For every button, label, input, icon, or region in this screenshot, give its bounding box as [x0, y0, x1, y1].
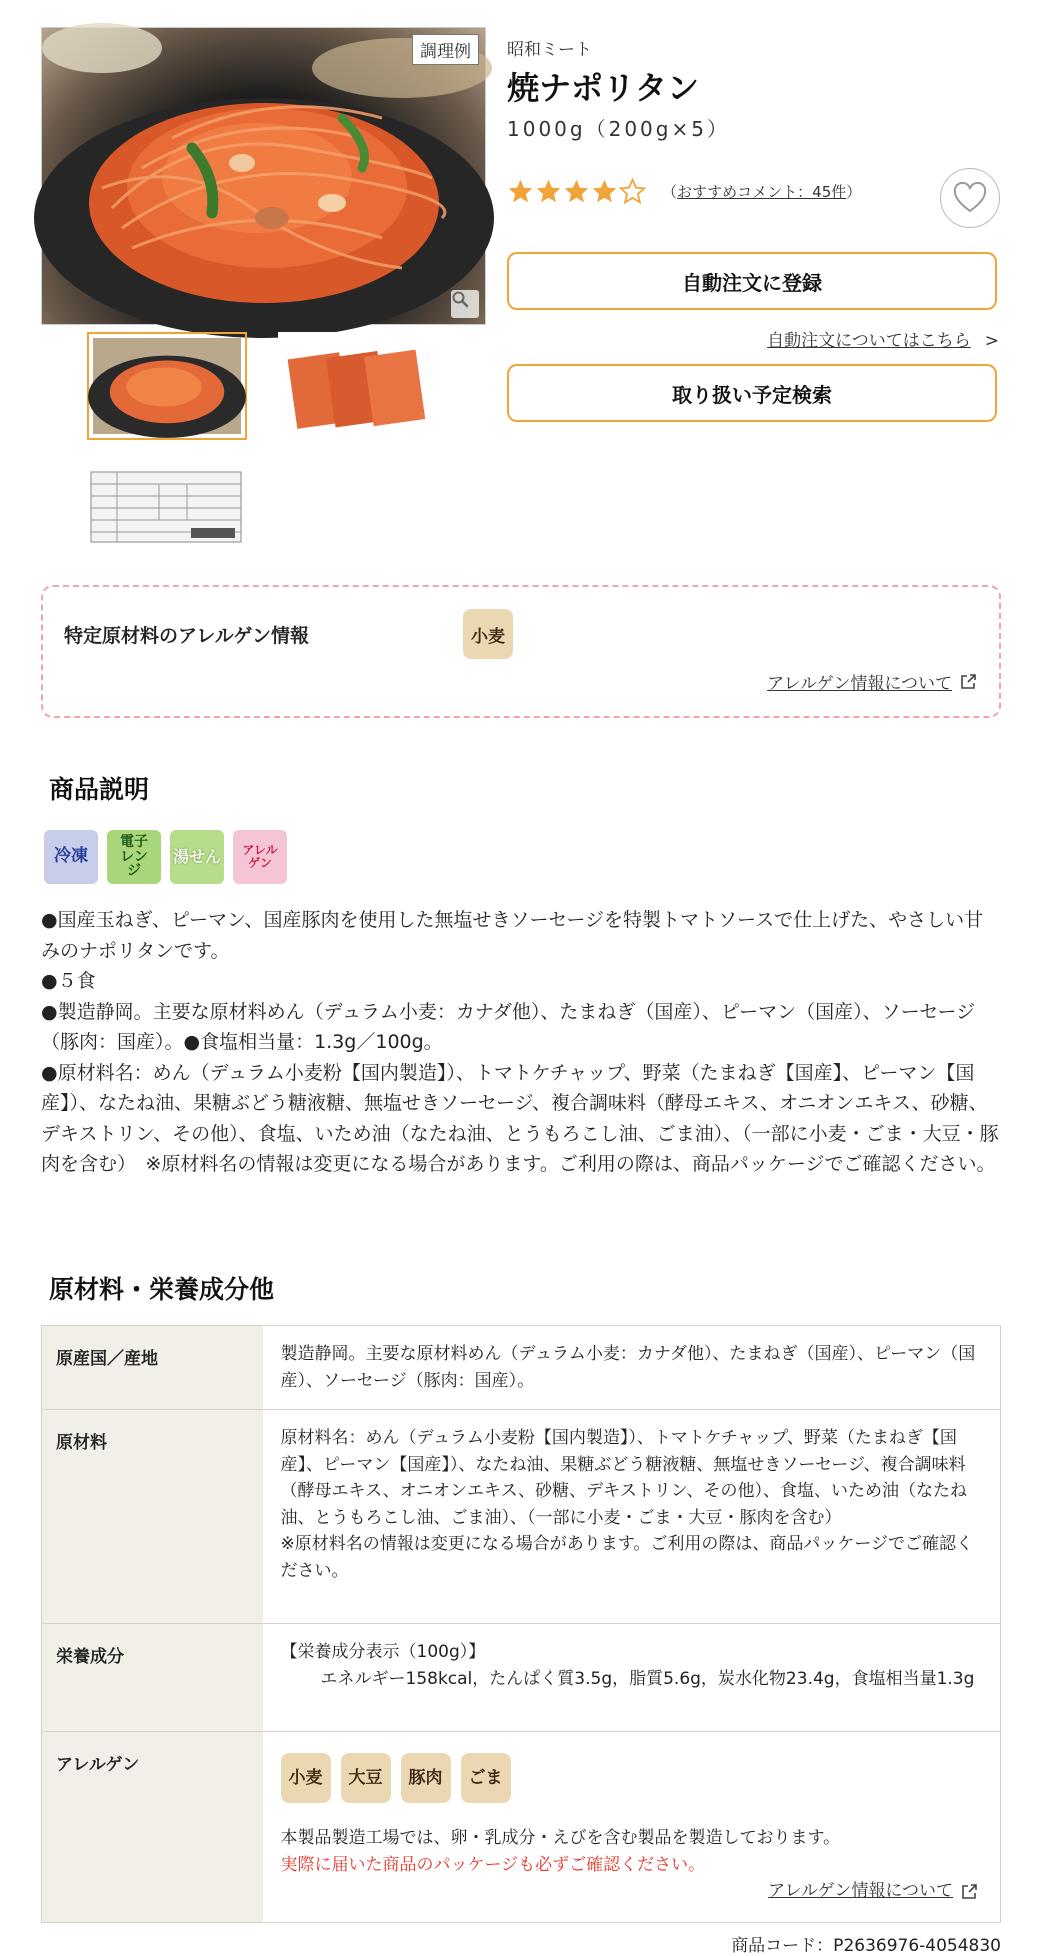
- star-empty-icon: [619, 178, 646, 205]
- microwave-icon-label: 電子レンジ: [120, 833, 148, 880]
- frozen-icon: 冷凍: [44, 830, 98, 884]
- materials-value: 原材料名：めん（デュラム小麦粉【国内製造】）、トマトケチャップ、野菜（たまねぎ【国産】、ピーマン【国産】）、なたね油、果糖ぶどう糖液糖、無塩せきソーセージ、複合調味料（酵母エキス、オニオンエキス、砂糖、デキストリン、その他）、食塩、いため油（なたね油、とうもろこし油、ごま油）、（一部に小麦・ごま・大豆・豚肉を含む）: [280, 1428, 967, 1528]
- allergen-info-link-row: [281, 1878, 983, 1905]
- allergen-info-box: [41, 585, 1001, 718]
- thumbnail-package-image: [278, 332, 438, 440]
- allergen-info-link-text: アレルゲン情報について: [768, 1881, 953, 1901]
- allergen-info-title: 特定原材料のアレルゲン情報: [64, 625, 310, 647]
- magnifier-icon: [451, 290, 469, 308]
- materials-note: ※原材料名の情報は変更になる場合があります。ご利用の際は、商品パッケージでご確認ください。: [280, 1534, 974, 1581]
- external-link-icon: [961, 1883, 978, 1900]
- description-title: 商品説明: [49, 775, 150, 804]
- nutrition-cell: [263, 1624, 1001, 1732]
- auto-order-info-text: 自動注文についてはこちら: [767, 331, 971, 351]
- product-code: 商品コード：P2636976-4054830: [731, 1936, 1001, 1956]
- product-title: 焼ナポリタン: [507, 69, 700, 107]
- rating: [507, 178, 861, 205]
- allergen-tags: [281, 1753, 983, 1803]
- favorite-button[interactable]: [940, 168, 1000, 228]
- review-link[interactable]: [662, 181, 861, 202]
- description-paragraph: ●製造静岡。主要な原材料めん（デュラム小麦：カナダ他）、たまねぎ（国産）、ピーマン（国産）、ソーセージ（豚肉：国産）。●食塩相当量：1.3g／100g。: [41, 1000, 976, 1053]
- allergen-tag-pork: 豚肉: [401, 1753, 451, 1803]
- allergen-note: 本製品製造工場では、卵・乳成分・えびを含む製品を製造しております。: [280, 1828, 841, 1848]
- nutrition-header: 【栄養成分表示（100g）】: [280, 1642, 486, 1662]
- allergen-icon-label: アレルゲン: [242, 843, 278, 870]
- description-paragraph: ●原材料名：めん（デュラム小麦粉【国内製造】）、トマトケチャップ、野菜（たまねぎ【国産】、ピーマン【国産】）、なたね油、果糖ぶどう糖液糖、無塩せきソーセージ、複合調味料（酵母エキス、オニオンエキス、砂糖、デキストリン、その他）、食塩、いため油（なたね油、とうもろこし油、ごま油）、（一部に小麦・ごま・大豆・豚肉を含む） ※原材料名の情報は変更になる場合があります。ご利用の際は、商品パッケージでご確認ください。: [41, 1061, 999, 1175]
- thumbnail-cooked[interactable]: [87, 332, 247, 440]
- allergen-info-link[interactable]: [767, 669, 977, 694]
- star-filled-icon: [591, 178, 618, 205]
- heart-icon: [953, 183, 987, 213]
- materials-cell: [263, 1410, 1001, 1624]
- allergen-cell: [263, 1732, 1001, 1923]
- nutrition-value-text: エネルギー158kcal，たんぱく質3.5g，脂質5.6g，炭水化物23.4g，食塩相当量1.3g: [320, 1668, 975, 1689]
- table-row: [42, 1326, 1001, 1410]
- brand-name: 昭和ミート: [507, 40, 592, 60]
- spaghetti-illustration: [42, 28, 487, 326]
- origin-label: 原産国／産地: [42, 1326, 263, 1410]
- allergen-tag-wheat: 小麦: [463, 609, 513, 659]
- allergen-tag-sesame: ごま: [461, 1753, 511, 1803]
- origin-value: 製造静岡。主要な原材料めん（デュラム小麦：カナダ他）、たまねぎ（国産）、ピーマン（国産）、ソーセージ（豚肉：国産）。: [263, 1326, 1001, 1410]
- description-paragraph: ●５食: [41, 970, 96, 992]
- star-filled-icon: [563, 178, 590, 205]
- star-filled-icon: [535, 178, 562, 205]
- auto-order-info-link[interactable]: [767, 326, 999, 351]
- thumbnail-spaghetti-image: [93, 338, 241, 434]
- ingredients-table: [41, 1325, 1001, 1923]
- allergen-info-link[interactable]: [768, 1878, 978, 1905]
- chevron-right-icon: >: [984, 331, 999, 351]
- cooking-example-badge: 調理例: [412, 34, 479, 65]
- table-row: [42, 1624, 1001, 1732]
- zoom-button[interactable]: [451, 290, 479, 318]
- boil-in-bag-icon: 湯せん: [170, 830, 224, 884]
- review-link-close-paren: ）: [846, 183, 862, 201]
- product-size: 1000g（200g×5）: [507, 117, 730, 141]
- main-product-image[interactable]: [41, 27, 486, 325]
- ingredients-title: 原材料・栄養成分他: [49, 1275, 275, 1304]
- allergen-label: アレルゲン: [42, 1732, 263, 1923]
- star-filled-icon: [507, 178, 534, 205]
- schedule-search-button[interactable]: 取り扱い予定検索: [507, 364, 997, 422]
- table-row: [42, 1732, 1001, 1923]
- review-link-open-paren: （: [662, 183, 678, 201]
- description-text: [41, 905, 1001, 1180]
- materials-label: 原材料: [42, 1410, 263, 1624]
- feature-icons: [44, 830, 287, 884]
- thumbnail-label-image: [87, 450, 247, 558]
- auto-order-button[interactable]: 自動注文に登録: [507, 252, 997, 310]
- table-row: [42, 1410, 1001, 1624]
- allergen-warning: 実際に届いた商品のパッケージも必ずご確認ください。: [280, 1854, 706, 1875]
- description-paragraph: ●国産玉ねぎ、ピーマン、国産豚肉を使用した無塩せきソーセージを特製トマトソースで仕上げた、やさしい甘みのナポリタンです。: [41, 909, 984, 962]
- nutrition-value: [281, 1666, 983, 1693]
- nutrition-label: 栄養成分: [42, 1624, 263, 1732]
- allergen-tag-soy: 大豆: [341, 1753, 391, 1803]
- allergen-tag-wheat: 小麦: [281, 1753, 331, 1803]
- review-link-text: おすすめコメント：45件: [677, 183, 847, 201]
- external-link-icon: [960, 673, 977, 690]
- microwave-icon: [107, 830, 161, 884]
- thumbnail-label[interactable]: [87, 450, 247, 558]
- star-rating: [507, 178, 646, 205]
- allergen-info-link-text: アレルゲン情報について: [767, 674, 952, 694]
- thumbnail-package[interactable]: [278, 332, 438, 440]
- allergen-icon: [233, 830, 287, 884]
